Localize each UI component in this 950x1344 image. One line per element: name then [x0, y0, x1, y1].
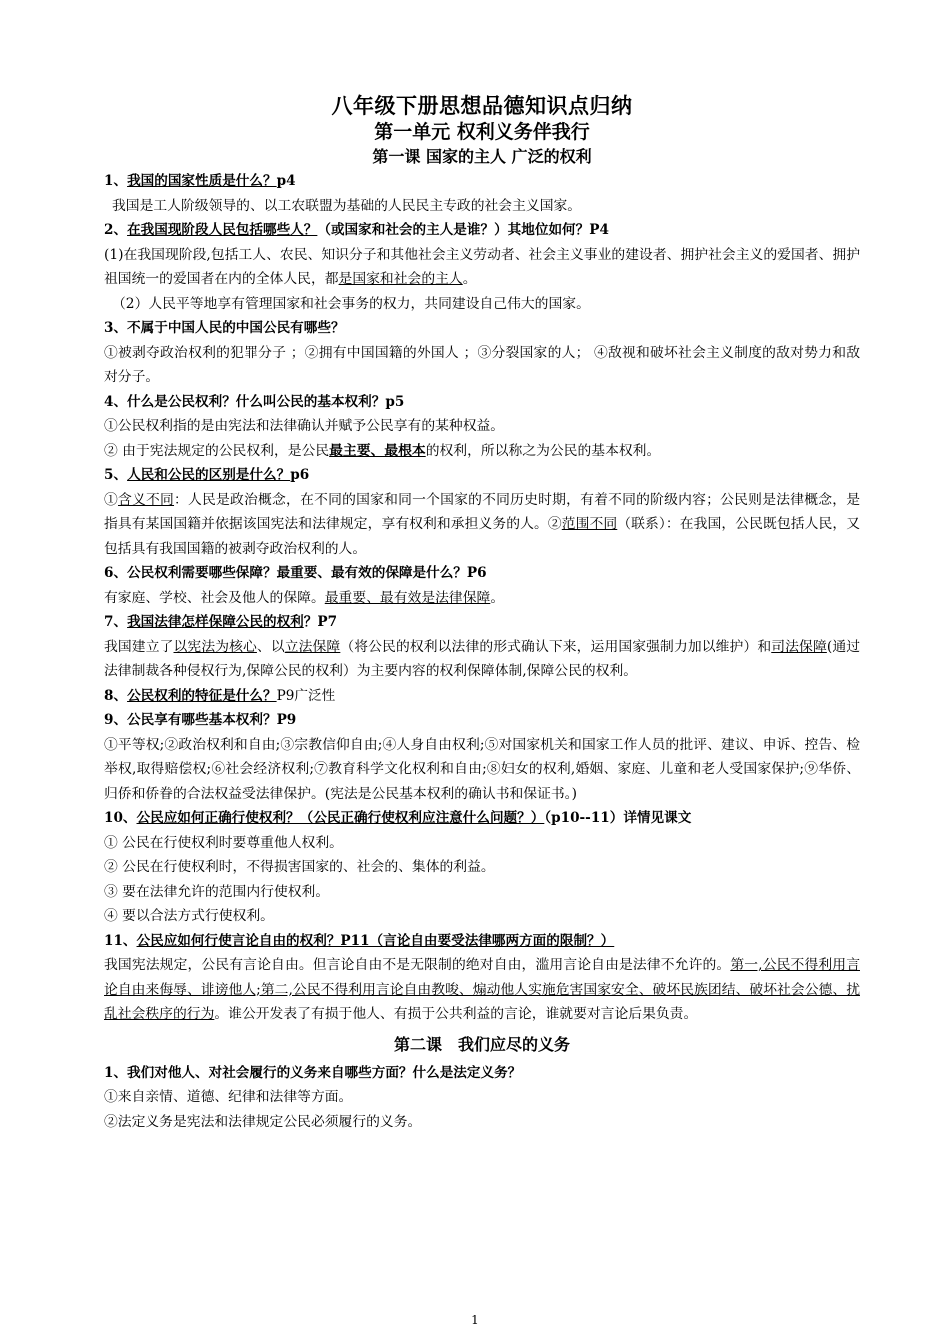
answer-10-item-3: ③ 要在法律允许的范围内行使权利。	[104, 883, 330, 900]
answer-underlined: 立法保障	[284, 638, 341, 655]
question-text: 公民应如何正确行使权利？（公民正确行使权利应注意什么问题？）	[136, 810, 545, 826]
question-text: 我国的国家性质是什么？	[127, 173, 277, 189]
answer-text: 、以	[256, 638, 285, 655]
question-number: 8、	[104, 687, 128, 704]
question-number: 2、	[104, 222, 128, 238]
answer-10-item-1: ① 公民在行使权利时要尊重他人权利。	[104, 834, 343, 851]
answer-text: ①	[104, 491, 119, 508]
question-number: 11、	[104, 932, 137, 949]
question-5	[104, 463, 860, 488]
answer-text: 我国宪法规定，公民有言论自由。但言论自由不是无限制的绝对自由，滥用言论自由是法律不允许的。	[104, 957, 731, 973]
question-text: 在我国现阶段人民包括哪些人？	[127, 222, 318, 238]
answer-underlined: 范围不同	[561, 516, 618, 532]
answer-4-part-2	[104, 439, 860, 464]
answer-6	[104, 586, 860, 611]
answer-emphasis: 最主要、最根本	[329, 442, 426, 459]
answer-text: （将公民的权利以法律的形式确认下来，运用国家强制力加以维护）和	[340, 638, 772, 655]
answer-text: (通过法律制裁各种侵权行为,保障公民的权利）为主要内容的权利保障体制,保障公民的权利。	[104, 638, 861, 679]
answer-text: 。谁公开发表了有损于他人、有损于公共利益的言论，谁就要对言论后果负责。	[214, 1006, 698, 1022]
question-7	[104, 610, 860, 635]
answer-2-part-2: （2）人民平等地享有管理国家和社会事务的权力，共同建设自己伟大的国家。	[112, 295, 590, 312]
answer-8: 广泛性	[294, 687, 336, 704]
answer-text: (1)在我国现阶段,包括工人、农民、知识分子和其他社会主义劳动者、社会主义事业的建设者、拥护社会主义的爱国者、拥护祖国统一的爱国者在内的全体人民，都	[104, 246, 860, 287]
answer-text: ② 由于宪法规定的公民权利，是公民	[104, 442, 330, 459]
unit-title: 第一单元 权利义务伴我行	[374, 121, 590, 143]
answer-underlined: 第一,公民不得利用言论自由来侮辱、诽谤他人;第二,公民不得利用言论自由教唆、煽动他人实施危害国家安全、破坏民族团结、破坏社会公德、扰乱社会秩序的行为	[104, 957, 860, 1022]
answer-text: 我国建立了	[104, 638, 174, 655]
lesson-2-answer-1-part-2: ②法定义务是宪法和法律规定公民必须履行的义务。	[104, 1113, 422, 1130]
answer-text: （联系）：在我国，公民既包括人民，又包括具有我国国籍的被剥夺政治权利的人。	[104, 516, 861, 557]
answer-5	[104, 488, 860, 562]
answer-underlined: 最重要、最有效是法律保障	[324, 589, 491, 606]
page-ref: ？P7	[303, 614, 338, 630]
question-number: 7、	[104, 614, 128, 630]
question-text: 公民应如何行使言论自由的权利？P11（言论自由要受法律哪两方面的限制？）	[136, 932, 615, 949]
answer-4-part-1: ①公民权利指的是由宪法和法律确认并赋予公民享有的某种权益。	[104, 418, 505, 434]
document-page	[104, 92, 860, 1134]
question-text: 我国法律怎样保障公民的权利	[127, 614, 304, 630]
question-8	[104, 684, 860, 709]
answer-text: 。	[490, 589, 505, 606]
question-10	[104, 806, 860, 831]
answer-3: ①被剥夺政治权利的犯罪分子 ；②拥有中国国籍的外国人 ；③分裂国家的人； ④敌视和破坏社会主义制度的敌对势力和敌对分子。	[104, 344, 860, 385]
answer-text: 有家庭、学校、社会及他人的保障。	[104, 589, 325, 606]
answer-underlined: 以宪法为核心	[173, 638, 257, 655]
answer-underlined: 司法保障	[771, 638, 827, 655]
question-text: 公民权利的特征是什么？	[127, 687, 277, 704]
page-ref: p4	[276, 173, 296, 189]
question-9: 9、公民享有哪些基本权利？P9	[104, 712, 297, 728]
answer-1: 我国是工人阶级领导的、以工农联盟为基础的人民民主专政的社会主义国家。	[112, 197, 582, 214]
question-6: 6、公民权利需要哪些保障？最重要、最有效的保障是什么？P6	[104, 565, 487, 581]
answer-text: ：人民是政治概念，在不同的国家和同一个国家的不同历史时期，有着不同的阶级内容；公民则是法律概念，是指具有某国国籍并依据该国宪法和法律规定，享有权利和承担义务的人。②	[104, 491, 861, 532]
document-title: 八年级下册思想品德知识点归纳	[331, 93, 633, 118]
page-ref: P9	[276, 687, 295, 704]
answer-text: 的权利，所以称之为公民的基本权利。	[425, 442, 661, 459]
question-11	[104, 929, 860, 954]
lesson-2-question-1: 1、我们对他人、对社会履行的义务来自哪些方面？什么是法定义务？	[104, 1064, 522, 1081]
answer-2-part-1	[104, 243, 860, 292]
answer-underlined: 是国家和社会的主人	[338, 271, 463, 287]
question-4: 4、什么是公民权利？什么叫公民的基本权利？p5	[104, 393, 405, 410]
question-3: 3、不属于中国人民的中国公民有哪些？	[104, 320, 345, 336]
question-number: 10、	[104, 810, 137, 826]
question-rest: （p10--11）详情见课文	[544, 810, 692, 826]
question-number: 5、	[104, 467, 128, 483]
question-text: 人民和公民的区别是什么？	[127, 467, 291, 483]
lesson-2-title: 第二课 我们应尽的义务	[393, 1034, 570, 1054]
question-number: 1、	[104, 173, 128, 189]
answer-7	[104, 635, 860, 684]
answer-9: ①平等权;②政治权利和自由;③宗教信仰自由;④人身自由权利;⑤对国家机关和国家工作人员的批评、建议、申诉、控告、检举权,取得赔偿权;⑥社会经济权利;⑦教育科学文化权利和自由;⑧妇女的权利,婚姻、家庭、儿童和老人受国家保护;⑨华侨、归侨和侨眷的合法权益受法律保护。(宪法是公民基本权利的确认书和保证书。)	[104, 736, 860, 802]
answer-underlined: 含义不同	[118, 491, 175, 508]
question-rest: （或国家和社会的主人是谁？）其地位如何？P4	[317, 222, 609, 238]
lesson-2-answer-1-part-1: ①来自亲情、道德、纪律和法律等方面。	[104, 1089, 353, 1105]
question-2	[104, 218, 860, 243]
page-number: 1	[471, 1313, 479, 1327]
page-ref: p6	[290, 467, 310, 483]
answer-11	[104, 953, 860, 1027]
answer-10-item-2: ② 公民在行使权利时，不得损害国家的、社会的、集体的利益。	[104, 859, 495, 875]
lesson-1-title: 第一课 国家的主人 广泛的权利	[372, 147, 592, 166]
question-1	[104, 169, 860, 194]
answer-10-item-4: ④ 要以合法方式行使权利。	[104, 908, 274, 924]
answer-text: 。	[462, 271, 477, 287]
